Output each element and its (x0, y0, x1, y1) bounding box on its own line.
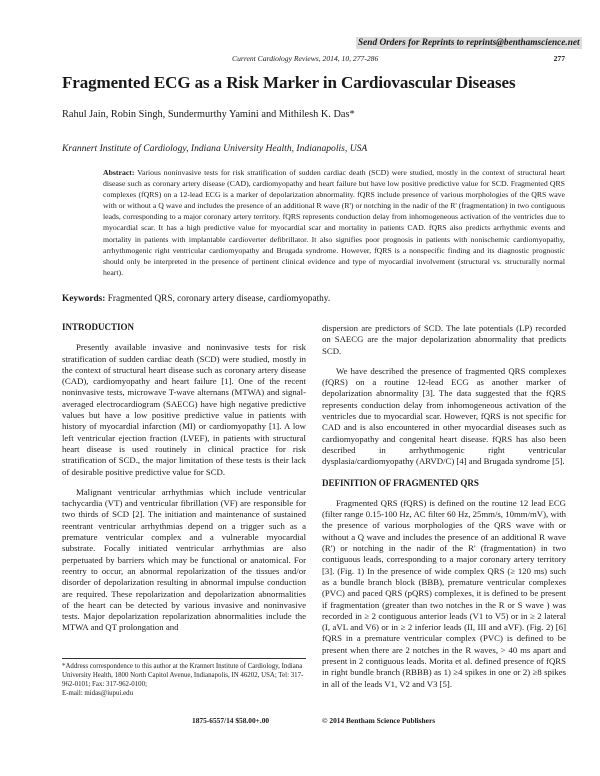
abstract (103, 167, 565, 278)
keywords-text: Fragmented QRS, coronary artery disease, cardiomyopathy. (107, 294, 331, 304)
body-paragraph: Malignant ventricular arrhythmias which include ventricular tachycardia (VT) and ventricular fibrillation (VF) are responsible for two thirds of SCD [2]. The initiation and maintenance of sustained reentrant ventricular arrhythmias depend on a trigger such as a premature ventricular complex and a vulnerable myocardial substrate. Focally initiated ventricular arrhythmias are also perpetuated by barriers which may be functional or anatomical. For reentry to occur, an abnormal repolarization of the tissues and/or disorder of depolarization resulting in abnormal impulse conduction are required. These repolarization and depolarization abnormalities of the heart can be detected by various invasive and noninvasive tests. Major depolarization repolarization abnormalities include the MTWA and QT prolongation and (62, 486, 306, 633)
keywords (62, 294, 330, 304)
article-affiliation: Krannert Institute of Cardiology, Indiana University Health, Indianapolis, USA (62, 143, 368, 154)
body-paragraph: We have described the presence of fragmented QRS complexes (fQRS) on a routine 12-lead ECG as another marker of depolarization abnormality [3]. The data suggested that the fQRS represents conduction delay from inhomogeneous activation of the ventricles due to myocardial scar. However, fQRS is not specific for CAD and is also encountered in other myocardial diseases such as cardiomyopathy and congenital heart disease. fQRS has also been described in arrhythmogenic right ventricular dysplasia/cardiomyopathy (ARVD/C) [4] and Brugada syndrome [5]. (322, 365, 566, 467)
body-paragraph: Fragmented QRS (fQRS) is defined on the routine 12 lead ECG (filter range 0.15-100 Hz, AC filter 60 Hz, 25mm/s, 10mm/mV), with the presence of various morphologies of the QRS wave with or without a Q wave and includes the presence of an additional R wave (R') or notching in the nadir of the R' (fragmentation) in two contiguous leads, corresponding to a major coronary artery territory [3]. (Fig. 1) In the presence of wide complex QRS (≥ 120 ms) such as a bundle branch block (BBB), premature ventricular complexes (PVC) and paced QRS (pQRS) complexes, it is defined to be present if fragmentation (greater than two notches in the R or S wave ) was recorded in ≥ 2 contiguous anterior leads (V1 to V5) or in ≥ 2 lateral (I, aVL and V6) or in ≥ 2 inferior leads (II, III and aVF). (Fig. 2) [6] fQRS in a premature ventricular complex (PVC) is defined to be present when there are 2 notches in the R waves, > 40 ms apart and present in 2 contiguous leads. Morita et al. defined presence of fQRS in right bundle branch (RBBB) as 1) ≥4 spikes in one or 2) ≥8 spikes in all of the leads V1, V2 and V3 [5]. (322, 497, 566, 689)
footnote-email: E-mail: midas@iupui.edu (62, 689, 134, 697)
body-paragraph: Presently available invasive and noninvasive tests for risk stratification of sudden cardiac death (SCD) were studied, mostly in the context of structural heart disease such as coronary artery disease (CAD), cardiomyopathy and heart failure [1]. One of the recent noninvasive tests, microwave T-wave alternans (MTWA) and signal-averaged electrocardiogram (SAECG) have high negative predictive values but have a low positive predictive value in patients with history of myocardial infarction (MI) or cardiomyopathy [1]. A low left ventricular ejection fraction (LVEF), in patients with structural heart disease is used routinely in clinical practice for risk stratification of SCD., the major limitation of these tests is their lack of desirable positive predictive value for SCD. (62, 342, 306, 477)
copyright: © 2014 Bentham Science Publishers (322, 716, 436, 725)
article-authors: Rahul Jain, Robin Singh, Sundermurthy Yamini and Mithilesh K. Das* (62, 109, 355, 120)
abstract-label: Abstract: (103, 168, 135, 177)
body-paragraph: dispersion are predictors of SCD. The late potentials (LP) recorded on SAECG are the major depolarization abnormality that predicts SCD. (322, 323, 566, 356)
issn-price: 1875-6557/14 $58.00+.00 (192, 716, 270, 725)
page-number: 277 (553, 54, 565, 63)
keywords-label: Keywords: (62, 294, 106, 304)
footnote-divider (62, 658, 306, 659)
reprint-notice: Send Orders for Reprints to reprints@benthamscience.net (358, 38, 580, 48)
section-heading-definition: DEFINITION OF FRAGMENTED QRS (322, 477, 479, 488)
right-column (322, 323, 566, 690)
abstract-text: Various noninvasive tests for risk stratification of sudden cardiac death (SCD) were studied, mostly in the context of structural heart disease such as coronary artery disease (CAD), cardiomyopathy and heart failure but have low positive predictive value for SCD. Fragmented QRS complexes (fQRS) on a 12-lead ECG is a marker of depolarization abnormality. fQRS include presence of various morphologies of the QRS wave with or without a Q wave and includes the presence of an additional R wave (R') or notching in the nadir of the R' (fragmentation) in two contiguous leads, corresponding to a major coronary artery territory. fQRS represents conduction delay from inhomogeneous activation of the ventricles due to myocardial scar. It has a high predictive value for myocardial scar and mortality in patients CAD. fQRS also predicts arrhythmic events and mortality in patients with implantable cardioverter defibrillator. It also signifies poor prognosis in patients with nonischemic cardiomyopathy, arrhythmogenic right ventricular cardiomyopathy and Brugada syndrome. However, fQRS is a nonspecific finding and its diagnostic prognostic should only be interpreted in the presence of pertinent clinical evidence and type of myocardial involvement (structural vs. structurally normal heart). (103, 168, 565, 277)
section-heading-introduction: INTRODUCTION (62, 322, 135, 332)
journal-citation: Current Cardiology Reviews, 2014, 10, 277-286 (232, 54, 379, 63)
article-title: Fragmented ECG as a Risk Marker in Cardiovascular Diseases (62, 73, 516, 92)
correspondence-footnote (62, 663, 306, 699)
footnote-address: *Address correspondence to this author at the Krannert Institute of Cardiology, Indiana University Health, 1800 North Capitol Avenue, Indianapolis, IN 46202, USA; Tel: 317-962-0101; Fax: 317-962-0100; (62, 663, 304, 688)
left-column (62, 322, 306, 634)
